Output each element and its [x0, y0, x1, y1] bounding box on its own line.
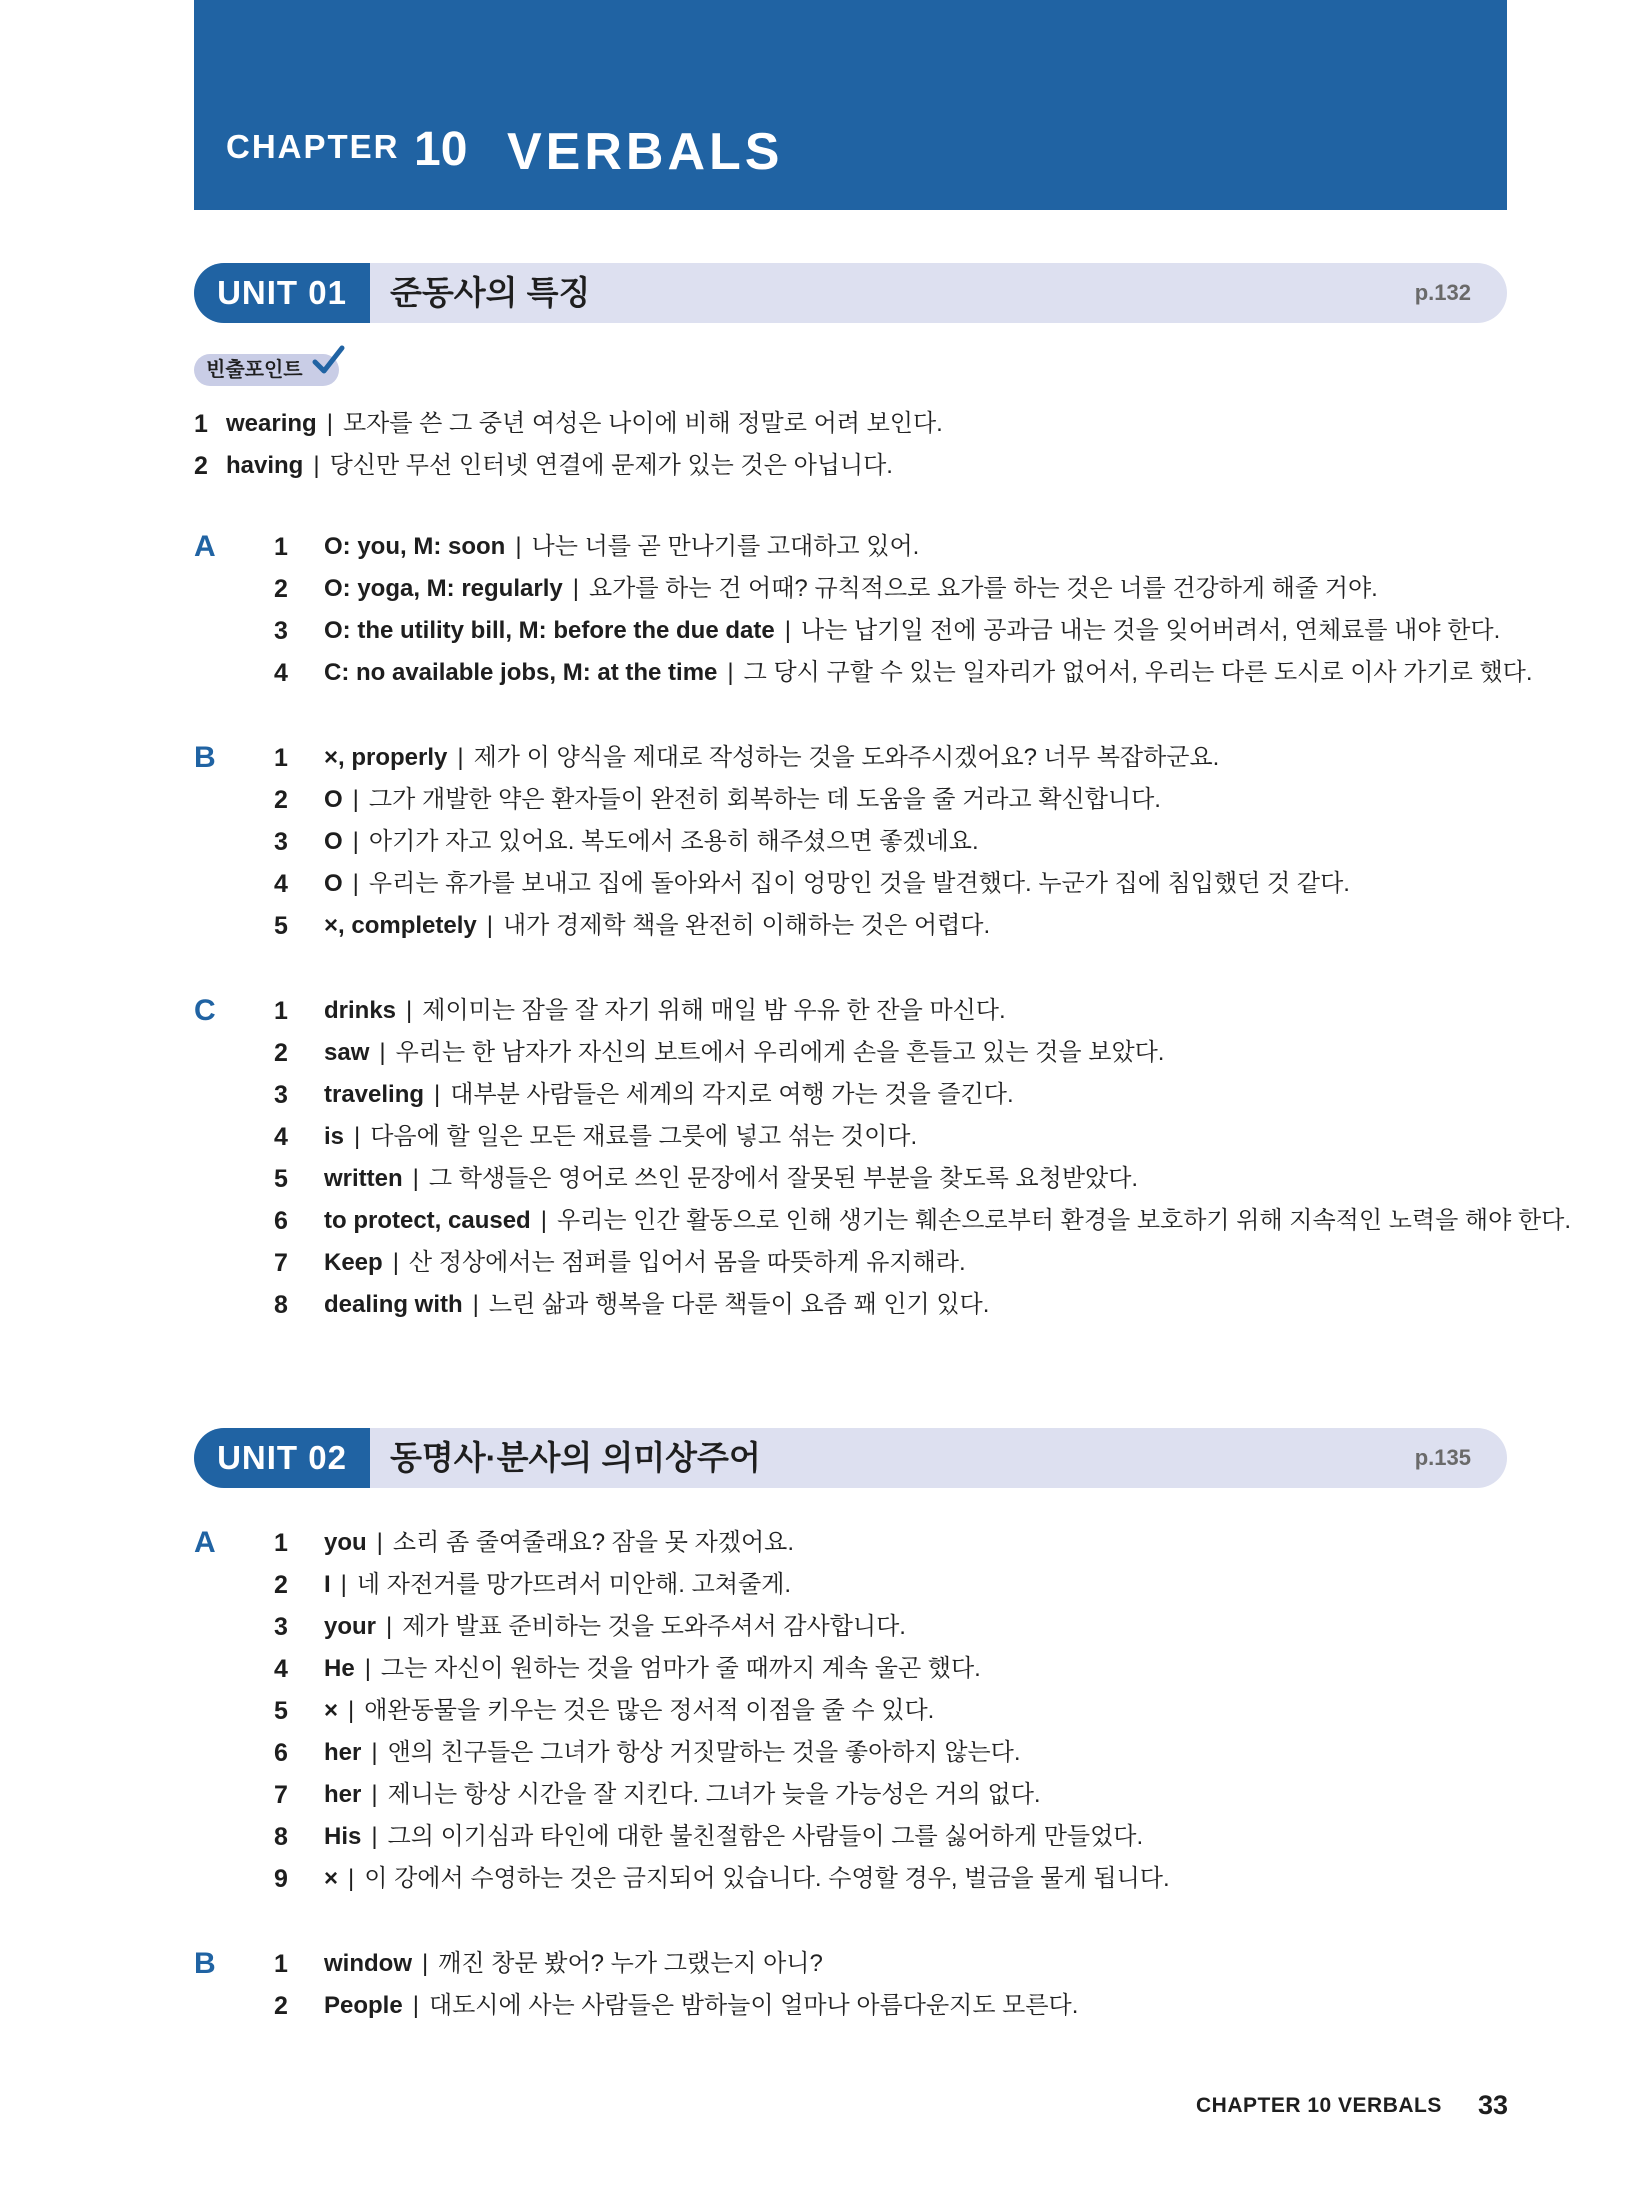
item-number: 8: [274, 1823, 288, 1851]
chapter-header: [194, 0, 1507, 210]
item-number: 5: [274, 1697, 288, 1725]
page-number: 33: [1478, 2090, 1509, 2120]
item-answer: window: [324, 1950, 412, 1977]
item-translation: 그 학생들은 영어로 쓰인 문장에서 잘못된 부분을 찾도록 요청받았다.: [428, 1165, 1139, 1192]
item-translation: 제니는 항상 시간을 잘 지킨다. 그녀가 늦을 가능성은 거의 없다.: [387, 1781, 1041, 1808]
item-translation: 산 정상에서는 점퍼를 입어서 몸을 따뜻하게 유지해라.: [408, 1249, 966, 1276]
item-answer: ×: [324, 1865, 339, 1892]
unit-02-title: 동명사·분사의 의미상주어: [390, 1439, 761, 1476]
separator: |: [540, 1207, 547, 1234]
section-letter: B: [194, 1947, 216, 1980]
item-translation: 제가 발표 준비하는 것을 도와주셔서 감사합니다.: [402, 1613, 906, 1640]
chapter-number: 10: [414, 123, 468, 176]
item-translation: 제이미는 잠을 잘 자기 위해 매일 밤 우유 한 잔을 마신다.: [422, 997, 1006, 1024]
item-answer: her: [324, 1781, 362, 1808]
item-answer: O: you, M: soon: [324, 533, 506, 560]
separator: |: [340, 1571, 347, 1598]
chapter-title: VERBALS: [507, 123, 784, 181]
item-translation: 느린 삶과 행복을 다룬 책들이 요즘 꽤 인기 있다.: [488, 1291, 990, 1318]
item-answer: I: [324, 1571, 331, 1598]
item-number: 1: [274, 533, 288, 561]
separator: |: [352, 828, 359, 855]
item-answer: His: [324, 1823, 362, 1850]
separator: |: [412, 1992, 419, 2019]
separator: |: [386, 1613, 393, 1640]
item-answer: He: [324, 1655, 355, 1682]
item-translation: 우리는 한 남자가 자신의 보트에서 우리에게 손을 흔들고 있는 것을 보았다.: [395, 1039, 1165, 1066]
item-answer: O: the utility bill, M: before the due date: [324, 617, 775, 644]
item-answer: saw: [324, 1039, 370, 1066]
item-translation: 앤의 친구들은 그녀가 항상 거짓말하는 것을 좋아하지 않는다.: [387, 1739, 1021, 1766]
separator: |: [784, 617, 791, 644]
separator: |: [348, 1697, 355, 1724]
unit-02-bar: [194, 1428, 1507, 1488]
section-letter: C: [194, 994, 216, 1027]
unit-01-bar: [194, 263, 1507, 323]
item-answer: O: [324, 786, 343, 813]
separator: |: [727, 659, 734, 686]
item-number: 6: [274, 1207, 288, 1235]
item-number: 1: [274, 744, 288, 772]
item-number: 1: [274, 997, 288, 1025]
unit-01-title: 준동사의 특징: [390, 274, 591, 311]
separator: |: [412, 1165, 419, 1192]
unit-01-page: p.132: [1414, 280, 1471, 305]
checkmark-icon: [311, 344, 345, 378]
item-answer: traveling: [324, 1081, 425, 1108]
item-answer: ×: [324, 1697, 339, 1724]
separator: |: [371, 1739, 378, 1766]
item-answer: having: [226, 452, 304, 479]
item-answer: drinks: [324, 997, 397, 1024]
item-number: 7: [274, 1781, 288, 1809]
item-translation: 당신만 무선 인터넷 연결에 문제가 있는 것은 아닙니다.: [329, 452, 893, 479]
item-number: 5: [274, 1165, 288, 1193]
item-number: 2: [274, 575, 288, 603]
item-translation: 우리는 인간 활동으로 인해 생기는 훼손으로부터 환경을 보호하기 위해 지속적인 노력을 해야 한다.: [556, 1207, 1571, 1234]
unit-02-label: UNIT 02: [194, 1428, 370, 1488]
separator: |: [421, 1950, 429, 1977]
separator: |: [406, 997, 413, 1024]
item-translation: 깨진 창문 봤어? 누가 그랬는지 아니?: [438, 1950, 823, 1977]
item-translation: 요가를 하는 건 어때? 규칙적으로 요가를 하는 것은 너를 건강하게 해줄 거야.: [588, 575, 1378, 602]
separator: |: [313, 452, 320, 479]
separator: |: [572, 575, 579, 602]
item-translation: 모자를 쓴 그 중년 여성은 나이에 비해 정말로 어려 보인다.: [342, 410, 943, 437]
section-letter: A: [194, 1526, 216, 1559]
item-answer: C: no available jobs, M: at the time: [324, 659, 718, 686]
item-number: 2: [194, 452, 208, 480]
item-translation: 이 강에서 수영하는 것은 금지되어 있습니다. 수영할 경우, 벌금을 물게 됩니다.: [364, 1865, 1170, 1892]
item-number: 7: [274, 1249, 288, 1277]
item-translation: 대부분 사람들은 세계의 각지로 여행 가는 것을 즐긴다.: [450, 1081, 1014, 1108]
item-answer: dealing with: [324, 1291, 463, 1318]
section-letter: A: [194, 530, 216, 563]
section-letter: B: [194, 741, 216, 774]
separator: |: [371, 1781, 378, 1808]
item-answer: wearing: [226, 410, 317, 437]
separator: |: [392, 1249, 399, 1276]
item-translation: 제가 이 양식을 제대로 작성하는 것을 도와주시겠어요? 너무 복잡하군요.: [473, 744, 1220, 771]
item-number: 3: [274, 1613, 288, 1641]
item-number: 4: [274, 870, 288, 898]
footer-chapter-title: CHAPTER 10 VERBALS: [1196, 2094, 1442, 2117]
separator: |: [364, 1655, 371, 1682]
separator: |: [434, 1081, 441, 1108]
item-answer: written: [324, 1165, 403, 1192]
separator: |: [354, 1123, 361, 1150]
item-number: 2: [274, 1992, 288, 2020]
item-number: 4: [274, 1123, 288, 1151]
item-answer: O: yoga, M: regularly: [324, 575, 563, 602]
item-number: 3: [274, 1081, 288, 1109]
item-answer: her: [324, 1739, 362, 1766]
item-translation: 그는 자신이 원하는 것을 엄마가 줄 때까지 계속 울곤 했다.: [380, 1655, 981, 1682]
item-answer: Keep: [324, 1249, 383, 1276]
item-number: 5: [274, 912, 288, 940]
item-number: 4: [274, 659, 288, 687]
separator: |: [326, 410, 333, 437]
item-number: 1: [274, 1950, 288, 1978]
item-number: 6: [274, 1739, 288, 1767]
item-translation: 대도시에 사는 사람들은 밤하늘이 얼마나 아름다운지도 모른다.: [428, 1992, 1079, 2019]
item-translation: 소리 좀 줄여줄래요? 잠을 못 자겠어요.: [392, 1529, 795, 1556]
item-number: 2: [274, 786, 288, 814]
unit-01-label: UNIT 01: [194, 263, 370, 323]
separator: |: [472, 1291, 479, 1318]
item-answer: to protect, caused: [324, 1207, 531, 1234]
item-answer: is: [324, 1123, 345, 1150]
item-translation: 그가 개발한 약은 환자들이 완전히 회복하는 데 도움을 줄 거라고 확신합니다.: [368, 786, 1161, 813]
separator: |: [376, 1529, 383, 1556]
item-number: 9: [274, 1865, 288, 1893]
item-number: 1: [194, 410, 208, 438]
item-number: 3: [274, 617, 288, 645]
item-answer: ×, completely: [324, 912, 477, 939]
unit-02-page: p.135: [1414, 1445, 1471, 1470]
item-translation: 그 당시 구할 수 있는 일자리가 없어서, 우리는 다른 도시로 이사 가기로 했다.: [743, 659, 1533, 686]
item-answer: O: [324, 828, 343, 855]
chapter-label: CHAPTER: [226, 128, 400, 165]
separator: |: [486, 912, 493, 939]
separator: |: [371, 1823, 378, 1850]
item-answer: O: [324, 870, 343, 897]
item-answer: you: [324, 1529, 367, 1556]
item-translation: 애완동물을 키우는 것은 많은 정서적 이점을 줄 수 있다.: [364, 1697, 935, 1724]
separator: |: [348, 1865, 355, 1892]
item-number: 2: [274, 1571, 288, 1599]
item-translation: 아기가 자고 있어요. 복도에서 조용히 해주셨으면 좋겠네요.: [368, 828, 979, 855]
item-translation: 내가 경제학 책을 완전히 이해하는 것은 어렵다.: [502, 912, 991, 939]
item-translation: 나는 너를 곧 만나기를 고대하고 있어.: [531, 533, 920, 560]
separator: |: [515, 533, 522, 560]
item-number: 3: [274, 828, 288, 856]
item-number: 4: [274, 1655, 288, 1683]
separator: |: [379, 1039, 386, 1066]
item-translation: 그의 이기심과 타인에 대한 불친절함은 사람들이 그를 싫어하게 만들었다.: [387, 1823, 1144, 1850]
item-answer: ×, properly: [324, 744, 448, 771]
item-translation: 나는 납기일 전에 공과금 내는 것을 잊어버려서, 연체료를 내야 한다.: [800, 617, 1501, 644]
item-answer: your: [324, 1613, 377, 1640]
separator: |: [352, 870, 359, 897]
frequent-point-label: 빈출포인트: [206, 359, 303, 381]
item-number: 8: [274, 1291, 288, 1319]
item-translation: 다음에 할 일은 모든 재료를 그릇에 넣고 섞는 것이다.: [370, 1123, 918, 1150]
item-translation: 네 자전거를 망가뜨려서 미안해. 고쳐줄게.: [356, 1571, 792, 1598]
item-number: 2: [274, 1039, 288, 1067]
item-translation: 우리는 휴가를 보내고 집에 돌아와서 집이 엉망인 것을 발견했다. 누군가 집에 침입했던 것 같다.: [368, 870, 1350, 897]
separator: |: [457, 744, 464, 771]
item-answer: People: [324, 1992, 403, 2019]
frequent-point-badge: [194, 354, 339, 386]
item-number: 1: [274, 1529, 288, 1557]
separator: |: [352, 786, 359, 813]
